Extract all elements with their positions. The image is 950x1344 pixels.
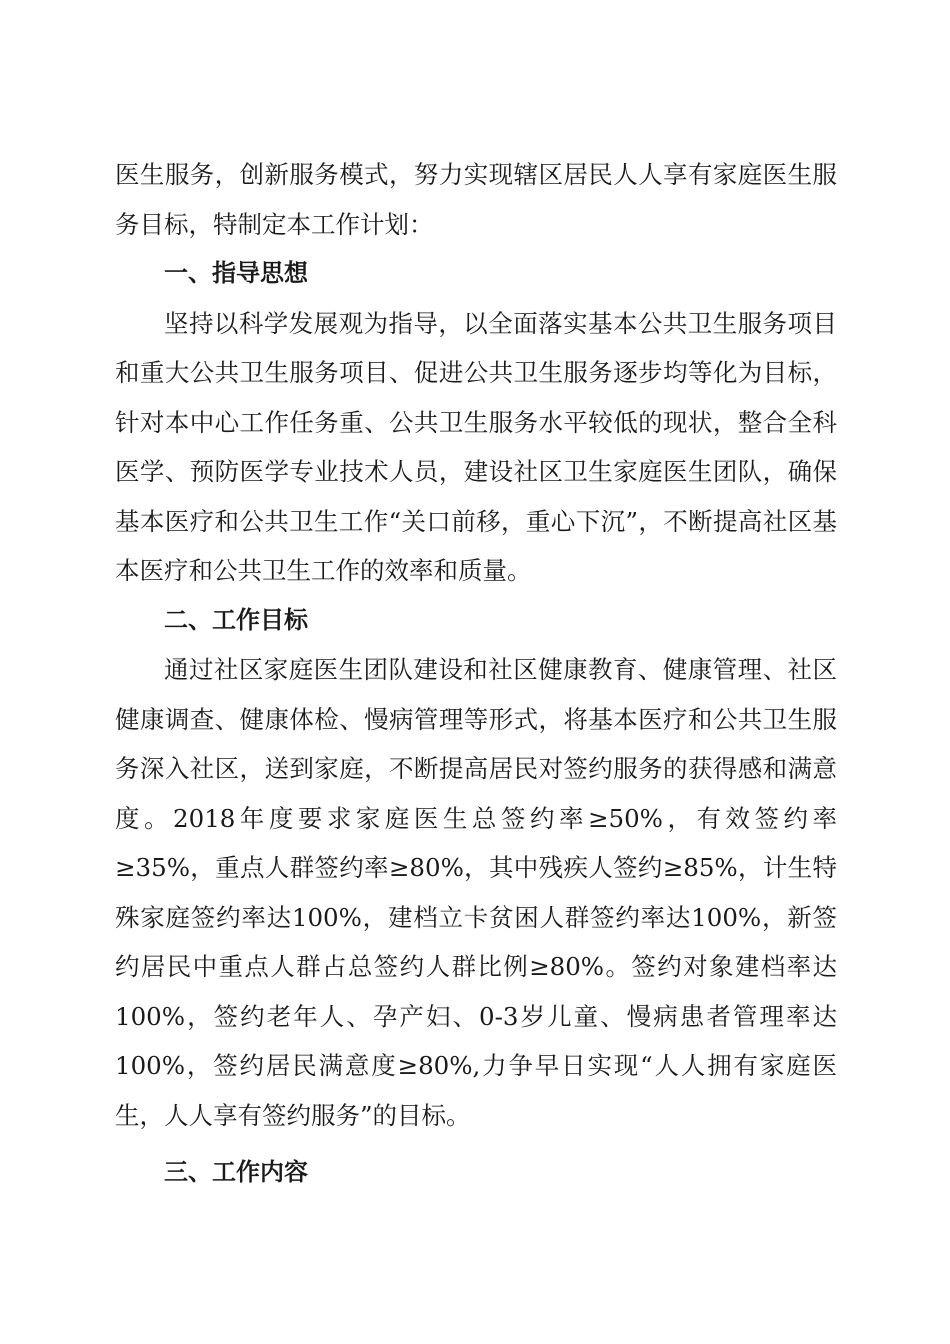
section-heading-work-goals: 二、工作目标 xyxy=(164,605,308,634)
section-heading-guiding-ideology: 一、指导思想 xyxy=(164,259,308,287)
section-paragraph-work-goals: 通过社区家庭医生团队建设和社区健康教育、健康管理、社区健康调查、健康体检、慢病管理等形式，将基本医疗和公共卫生服务深入社区，送到家庭，不断提高居民对签约服务的获得感和满意度。2018年度要求家庭医生总签约率≥50%，有效签约率≥35%，重点人群签约率≥80%，其中残疾人签约≥85%，计生特殊家庭签约率达100%，建档立卡贫困人群签约率达100%，新签约居民中重点人群占总签约人群比例≥80%。签约对象建档率达100%，签约老年人、孕产妇、0-3岁儿童、慢病患者管理率达100%，签约居民满意度≥80%,力争早日实现“人人拥有家庭医生，人人享有签约服务”的目标。 xyxy=(115,655,837,1130)
document-body xyxy=(115,150,837,1198)
intro-continuation-paragraph: 医生服务，创新服务模式，努力实现辖区居民人人享有家庭医生服务目标，特制定本工作计划： xyxy=(115,160,837,239)
section-paragraph-guiding-ideology: 坚持以科学发展观为指导，以全面落实基本公共卫生服务项目和重大公共卫生服务项目、促进公共卫生服务逐步均等化为目标，针对本中心工作任务重、公共卫生服务水平较低的现状，整合全科医学、预防医学专业技术人员，建设社区卫生家庭医生团队，确保基本医疗和公共卫生工作“关口前移，重心下沉”，不断提高社区基本医疗和公共卫生工作的效率和质量。 xyxy=(115,308,837,585)
section-heading-work-content: 三、工作内容 xyxy=(164,1158,308,1186)
